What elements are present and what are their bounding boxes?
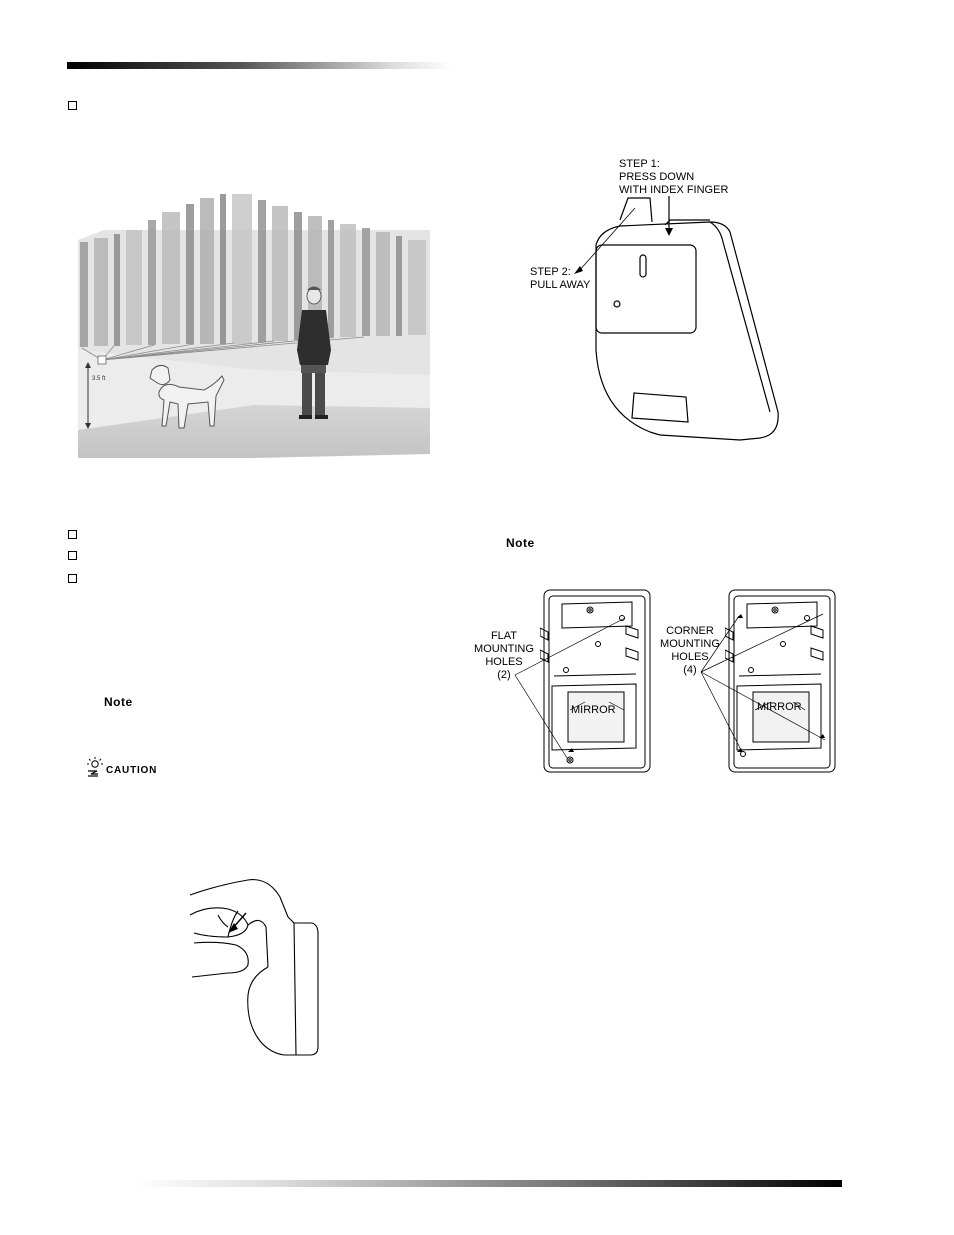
footer-rule — [135, 1180, 842, 1187]
checkbox-bullet — [68, 101, 77, 110]
checkbox-bullet — [68, 574, 77, 583]
corner-mounting-holes-label: CORNER MOUNTING HOLES (4) — [660, 625, 720, 676]
flat-mounting-holes-label: FLAT MOUNTING HOLES (2) — [474, 630, 534, 681]
note-label-left: Note — [104, 695, 133, 709]
caution-label: CAUTION — [106, 765, 158, 776]
height-label: 3.5 ft — [92, 376, 106, 382]
mirror-label-right: MIRROR — [757, 701, 802, 713]
caution-icon — [86, 757, 104, 777]
checkbox-bullet — [68, 551, 77, 560]
header-rule — [67, 62, 452, 69]
note-label: Note — [506, 536, 535, 550]
detection-pattern-illustration — [74, 190, 436, 462]
checkbox-bullet — [68, 530, 77, 539]
step1-label: STEP 1: PRESS DOWN WITH INDEX FINGER — [619, 158, 729, 196]
hand-cover-release-illustration — [188, 875, 323, 1060]
step2-label: STEP 2: PULL AWAY — [530, 266, 591, 291]
mirror-label-left: MIRROR — [571, 704, 616, 716]
